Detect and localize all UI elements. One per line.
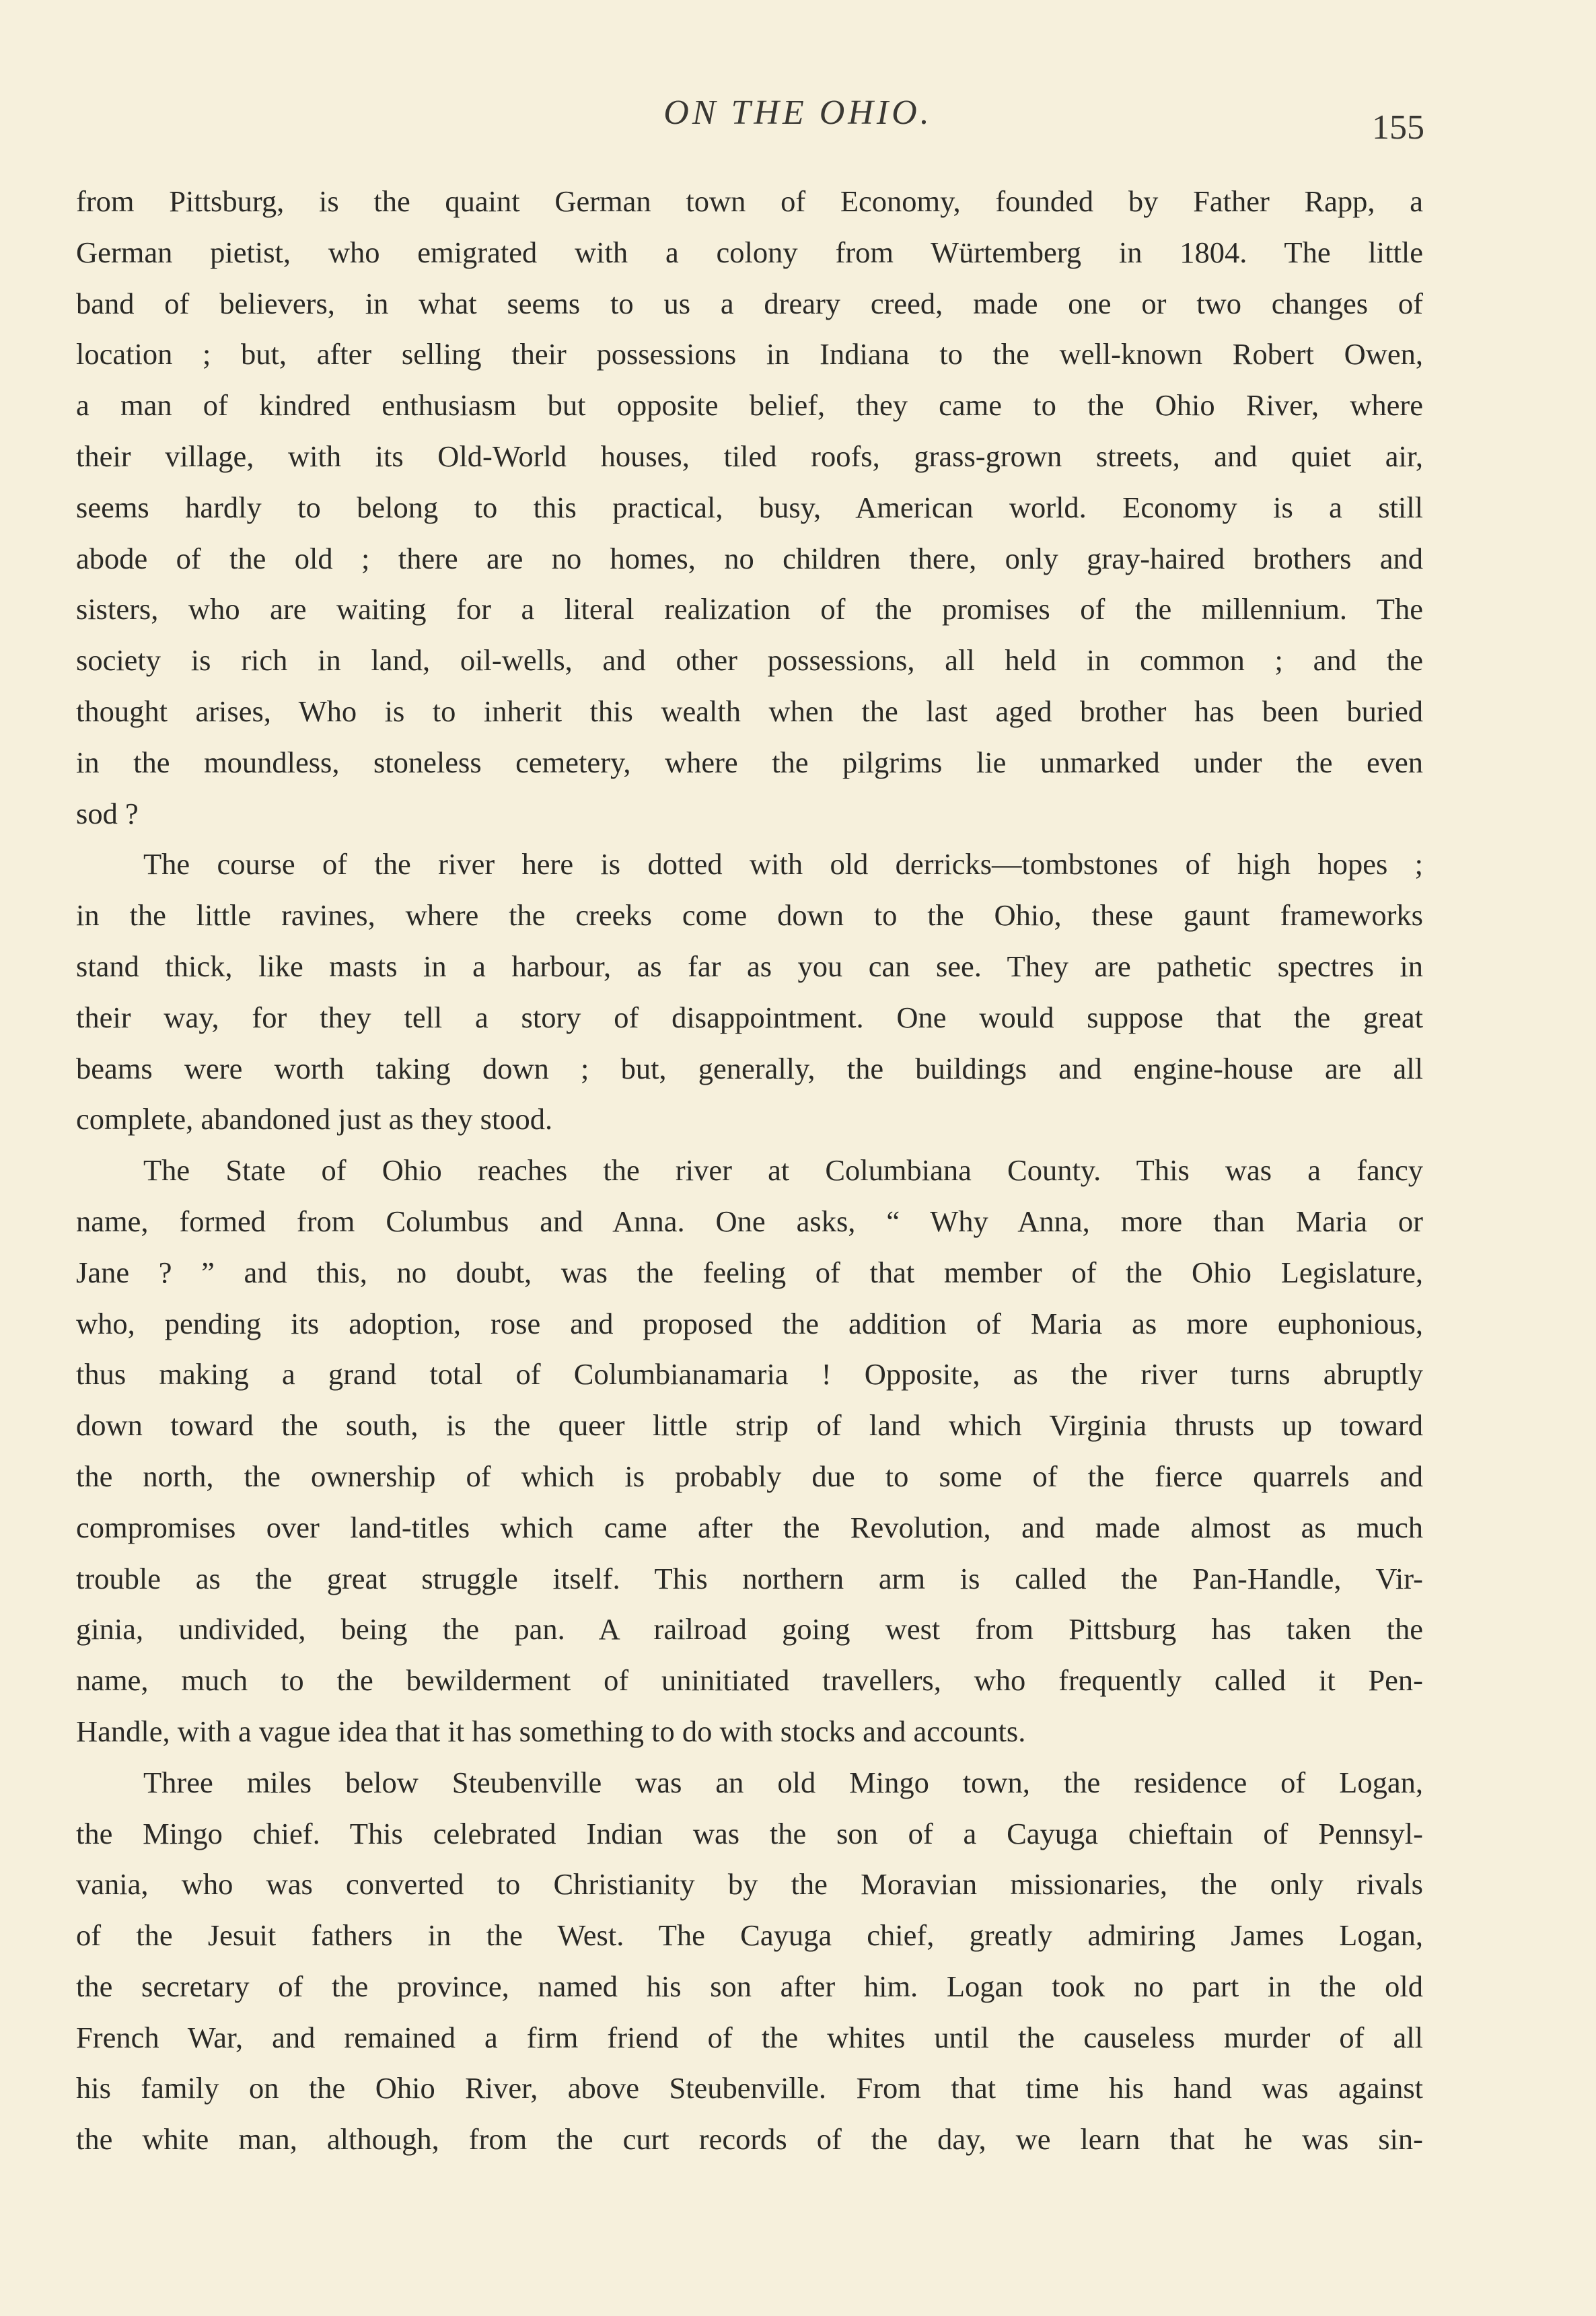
text-line: their village, with its Old-World houses, tiled roofs, grass-grown streets, and quiet air, (76, 439, 1423, 473)
page-number: 155 (1372, 108, 1424, 147)
text-line: thought arises, Who is to inherit this wealth when the last aged brother has been buried (76, 694, 1423, 728)
text-line: who, pending its adoption, rose and proposed the addition of Maria as more euphonious, (76, 1306, 1423, 1340)
text-line: seems hardly to belong to this practical, busy, American world. Economy is a still (76, 490, 1423, 524)
text-line: the Mingo chief. This celebrated Indian was the son of a Cayuga chieftain of Pennsyl- (76, 1816, 1423, 1850)
text-line: The course of the river here is dotted with old derricks—tombstones of high hopes ; (143, 847, 1423, 881)
body-text (76, 176, 1423, 2165)
text-line: from Pittsburg, is the quaint German town of Economy, founded by Father Rapp, a (76, 184, 1423, 218)
text-line: name, much to the bewilderment of uninitiated travellers, who frequently called it Pen- (76, 1663, 1423, 1698)
text-line: name, formed from Columbus and Anna. One asks, “ Why Anna, more than Maria or (76, 1204, 1423, 1238)
text-line: sod ? (76, 796, 139, 830)
text-line: his family on the Ohio River, above Steubenville. From that time his hand was against (76, 2071, 1423, 2105)
text-line: French War, and remained a firm friend of the whites until the causeless murder of all (76, 2020, 1423, 2054)
text-line: the secretary of the province, named his son after him. Logan took no part in the old (76, 1969, 1423, 2003)
text-line: band of believers, in what seems to us a dreary creed, made one or two changes of (76, 286, 1423, 320)
text-line: Jane ? ” and this, no doubt, was the feeling of that member of the Ohio Legislature, (76, 1255, 1423, 1289)
text-line: thus making a grand total of Columbianamaria ! Opposite, as the river turns abruptly (76, 1357, 1423, 1391)
text-line: the white man, although, from the curt records of the day, we learn that he was sin- (76, 2122, 1423, 2157)
text-line: abode of the old ; there are no homes, no children there, only gray-haired brothers and (76, 541, 1423, 575)
text-line: location ; but, after selling their possessions in Indiana to the well-known Robert Owen, (76, 337, 1423, 371)
text-line: The State of Ohio reaches the river at Columbiana County. This was a fancy (143, 1153, 1423, 1188)
text-line: in the moundless, stoneless cemetery, where the pilgrims lie unmarked under the even (76, 745, 1423, 779)
text-line: Three miles below Steubenville was an old Mingo town, the residence of Logan, (143, 1765, 1423, 1799)
text-line: beams were worth taking down ; but, generally, the buildings and engine-house are all (76, 1051, 1423, 1085)
text-line: complete, abandoned just as they stood. (76, 1102, 553, 1136)
text-line: a man of kindred enthusiasm but opposite belief, they came to the Ohio River, where (76, 388, 1423, 423)
running-head: ON THE OHIO. (663, 94, 933, 132)
text-line: of the Jesuit fathers in the West. The Cayuga chief, greatly admiring James Logan, (76, 1918, 1423, 1953)
text-line: ginia, undivided, being the pan. A railroad going west from Pittsburg has taken the (76, 1612, 1423, 1646)
text-line: stand thick, like masts in a harbour, as far as you can see. They are pathetic spectres in (76, 949, 1423, 983)
text-line: society is rich in land, oil-wells, and other possessions, all held in common ; and the (76, 643, 1423, 678)
text-line: German pietist, who emigrated with a colony from Würtemberg in 1804. The little (76, 235, 1423, 269)
text-line: in the little ravines, where the creeks come down to the Ohio, these gaunt frameworks (76, 898, 1423, 933)
text-line: trouble as the great struggle itself. This northern arm is called the Pan-Handle, Vir- (76, 1561, 1423, 1595)
text-line: sisters, who are waiting for a literal realization of the promises of the millennium. The (76, 592, 1423, 626)
text-line: vania, who was converted to Christianity by the Moravian missionaries, the only rivals (76, 1867, 1423, 1902)
text-line: Handle, with a vague idea that it has something to do with stocks and accounts. (76, 1714, 1026, 1748)
text-line: their way, for they tell a story of disappointment. One would suppose that the great (76, 1000, 1423, 1034)
text-line: down toward the south, is the queer little strip of land which Virginia thrusts up toward (76, 1408, 1423, 1443)
text-line: the north, the ownership of which is probably due to some of the fierce quarrels and (76, 1459, 1423, 1493)
text-line: compromises over land-titles which came after the Revolution, and made almost as much (76, 1510, 1423, 1544)
